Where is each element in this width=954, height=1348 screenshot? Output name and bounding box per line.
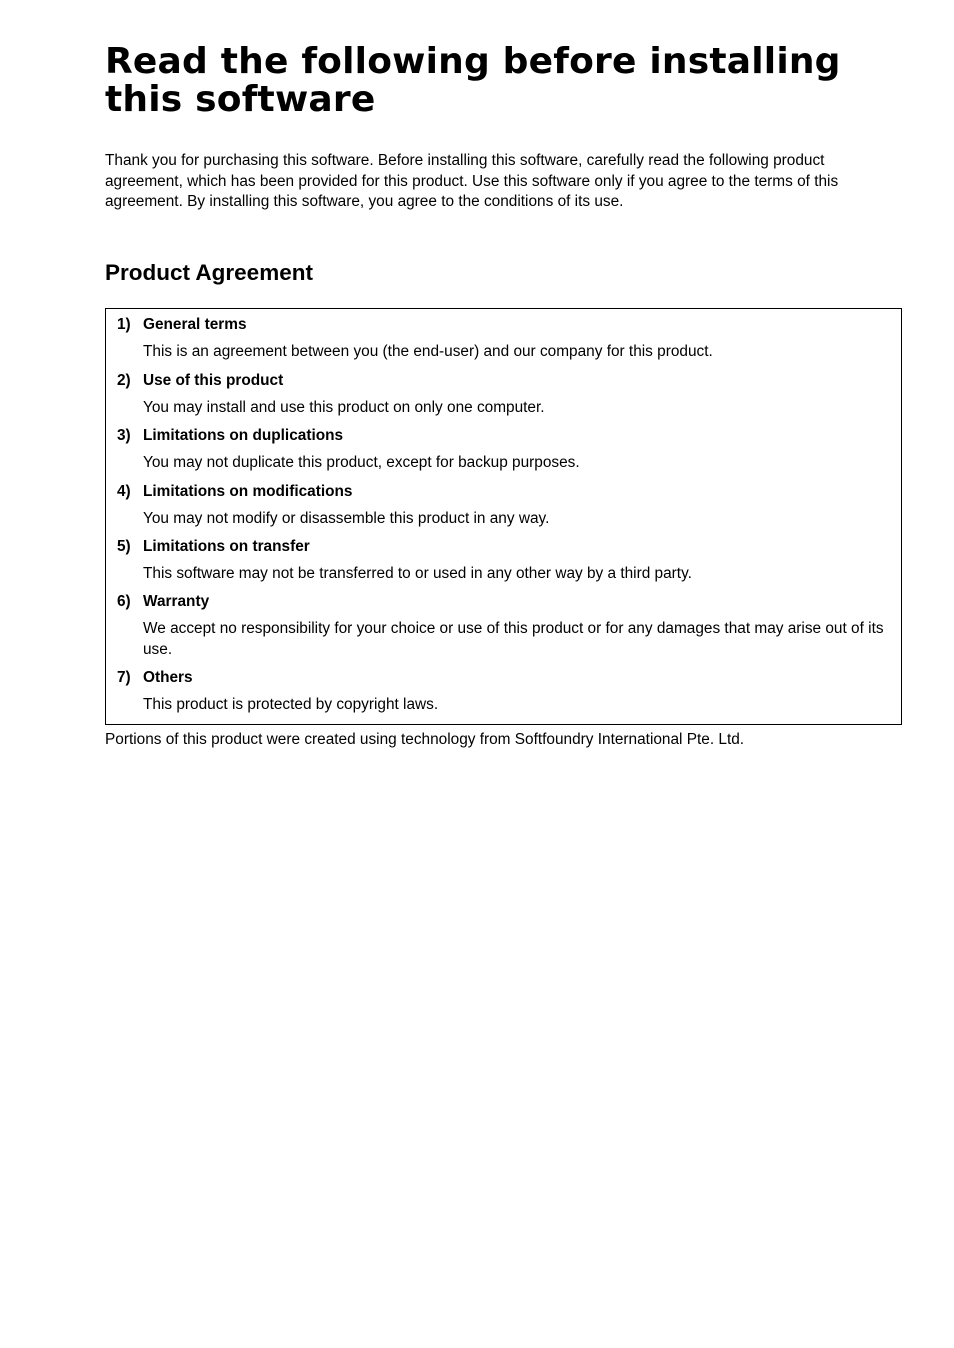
term-body: You may not duplicate this product, except for backup purposes.: [143, 454, 580, 471]
term-title: Limitations on transfer: [143, 538, 310, 555]
term-body: This is an agreement between you (the end-user) and our company for this product.: [143, 343, 713, 360]
term-heading: [117, 371, 283, 391]
intro-paragraph: Thank you for purchasing this software. Before installing this software, carefully read the following product agreement, which has been provided for this product. Use this software only if you agree to the terms of this agreement. By installing this software, you agree to the conditions of its use.: [105, 152, 839, 211]
term-heading: [117, 482, 353, 502]
term-title: Limitations on modifications: [143, 483, 353, 500]
term-title: Use of this product: [143, 372, 284, 389]
term-title: General terms: [143, 316, 247, 333]
term-number: 5): [117, 538, 131, 555]
term-body: This product is protected by copyright laws.: [143, 696, 439, 713]
term-number: 7): [117, 669, 131, 686]
term-body: You may not modify or disassemble this product in any way.: [143, 510, 550, 527]
term-title: Others: [143, 669, 193, 686]
section-heading: Product Agreement: [105, 260, 313, 285]
term-number: 3): [117, 427, 131, 444]
term-heading: [117, 315, 247, 335]
term-heading: [117, 592, 209, 612]
term-heading: [117, 668, 193, 688]
page-title: Read the following before installing this software: [105, 41, 841, 120]
term-body: This software may not be transferred to or used in any other way by a third party.: [143, 565, 692, 582]
term-number: 1): [117, 316, 131, 333]
term-body: We accept no responsibility for your choice or use of this product or for any damages that may arise out of its use.: [143, 620, 884, 658]
footer-note: Portions of this product were created using technology from Softfoundry International Pte. Ltd.: [105, 731, 745, 748]
term-title: Limitations on duplications: [143, 427, 344, 444]
term-number: 4): [117, 483, 131, 500]
term-body: You may install and use this product on only one computer.: [143, 399, 545, 416]
term-heading: [117, 537, 310, 557]
term-heading: [117, 426, 343, 446]
term-number: 6): [117, 593, 131, 610]
agreement-box: [105, 308, 902, 725]
term-number: 2): [117, 372, 131, 389]
term-title: Warranty: [143, 593, 210, 610]
